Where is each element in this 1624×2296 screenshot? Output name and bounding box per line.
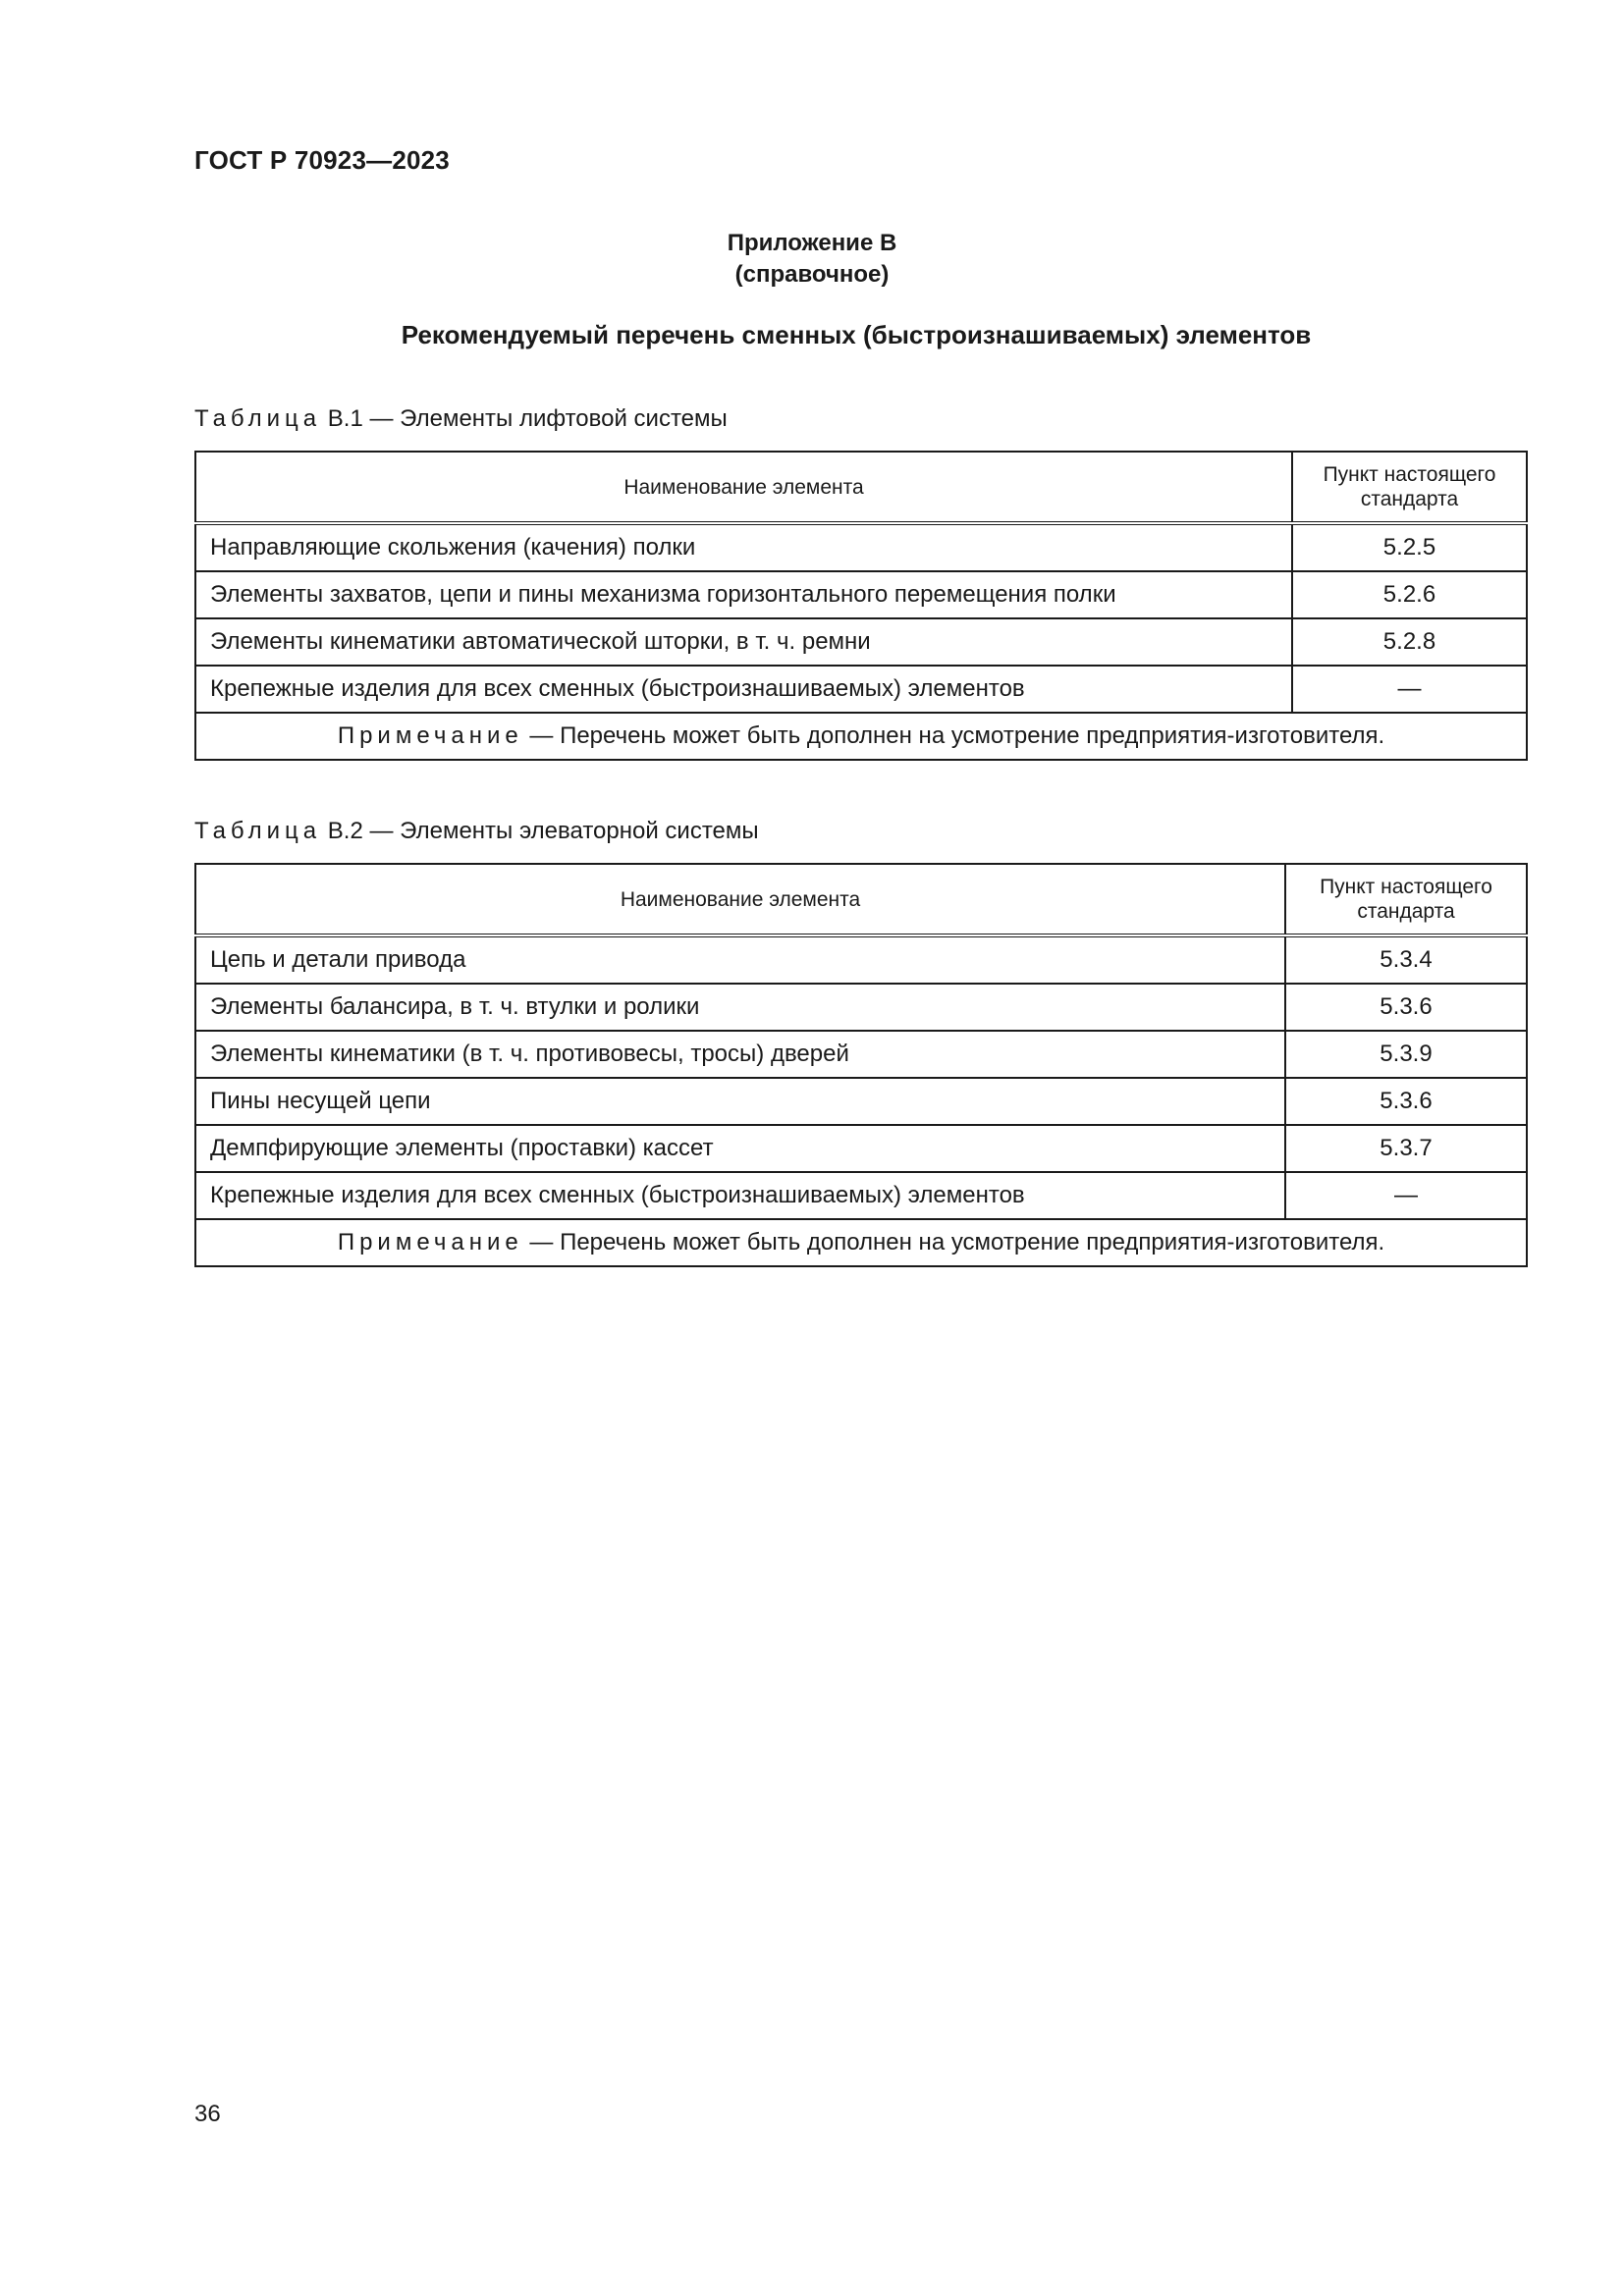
- annex-status: (справочное): [734, 261, 890, 288]
- table-row: [195, 984, 1527, 1031]
- table-2-caption-text: В.2 — Элементы элеваторной системы: [321, 818, 759, 844]
- table-row: [195, 1078, 1527, 1125]
- clause-cell: 5.3.9: [1285, 1031, 1527, 1078]
- clause-cell: 5.2.5: [1292, 523, 1527, 571]
- clause-cell: —: [1285, 1172, 1527, 1219]
- page-number: 36: [194, 2101, 221, 2127]
- table-1-col-name-header: Наименование элемента: [195, 452, 1292, 523]
- table-row: [195, 666, 1527, 713]
- table-row: [195, 1031, 1527, 1078]
- table-row: [195, 935, 1527, 984]
- table-2-caption: [194, 818, 759, 845]
- table-2-note-row: [195, 1219, 1527, 1266]
- clause-cell: 5.3.6: [1285, 1078, 1527, 1125]
- table-1-caption-text: В.1 — Элементы лифтовой системы: [321, 405, 728, 432]
- clause-cell: 5.3.7: [1285, 1125, 1527, 1172]
- table-2-note-word: Примечание: [337, 1229, 523, 1255]
- annex-title-block: [0, 228, 1624, 291]
- table-2-col-name-header: Наименование элемента: [195, 864, 1285, 935]
- table-1-note-row: [195, 713, 1527, 760]
- table-2-caption-word: Таблица: [194, 818, 322, 844]
- table-row: [195, 571, 1527, 618]
- clause-cell: 5.2.8: [1292, 618, 1527, 666]
- table-1-header-row: [195, 452, 1527, 523]
- table-2-col-clause-header: Пункт настоящего стандарта: [1285, 864, 1527, 935]
- table-2-note: [195, 1219, 1527, 1266]
- table-2-header-row: [195, 864, 1527, 935]
- table-1-caption: [194, 405, 728, 433]
- table-1-caption-word: Таблица: [194, 405, 322, 432]
- element-name-cell: Цепь и детали привода: [195, 935, 1285, 984]
- annex-title: Приложение В: [727, 230, 897, 256]
- standard-designation: ГОСТ Р 70923—2023: [194, 145, 450, 175]
- table-1-note: [195, 713, 1527, 760]
- clause-cell: 5.2.6: [1292, 571, 1527, 618]
- table-row: [195, 1125, 1527, 1172]
- clause-cell: 5.3.4: [1285, 935, 1527, 984]
- table-row: [195, 1172, 1527, 1219]
- element-name-cell: Пины несущей цепи: [195, 1078, 1285, 1125]
- table-2-note-text: — Перечень может быть дополнен на усмотрение предприятия-изготовителя.: [522, 1229, 1385, 1255]
- table-1-col-clause-header: Пункт настоящего стандарта: [1292, 452, 1527, 523]
- element-name-cell: Крепежные изделия для всех сменных (быстроизнашиваемых) элементов: [195, 666, 1292, 713]
- element-name-cell: Элементы балансира, в т. ч. втулки и ролики: [195, 984, 1285, 1031]
- table-row: [195, 618, 1527, 666]
- element-name-cell: Элементы кинематики (в т. ч. противовесы, тросы) дверей: [195, 1031, 1285, 1078]
- element-name-cell: Крепежные изделия для всех сменных (быстроизнашиваемых) элементов: [195, 1172, 1285, 1219]
- table-1-note-word: Примечание: [337, 722, 523, 749]
- element-name-cell: Направляющие скольжения (качения) полки: [195, 523, 1292, 571]
- table-row: [195, 523, 1527, 571]
- element-name-cell: Элементы захватов, цепи и пины механизма горизонтального перемещения полки: [195, 571, 1292, 618]
- clause-cell: 5.3.6: [1285, 984, 1527, 1031]
- element-name-cell: Демпфирующие элементы (проставки) кассет: [195, 1125, 1285, 1172]
- table-2: [194, 863, 1528, 1267]
- table-1: [194, 451, 1528, 761]
- table-1-note-text: — Перечень может быть дополнен на усмотрение предприятия-изготовителя.: [522, 722, 1385, 749]
- clause-cell: —: [1292, 666, 1527, 713]
- annex-heading: Рекомендуемый перечень сменных (быстроизнашиваемых) элементов: [401, 320, 1312, 349]
- element-name-cell: Элементы кинематики автоматической шторки, в т. ч. ремни: [195, 618, 1292, 666]
